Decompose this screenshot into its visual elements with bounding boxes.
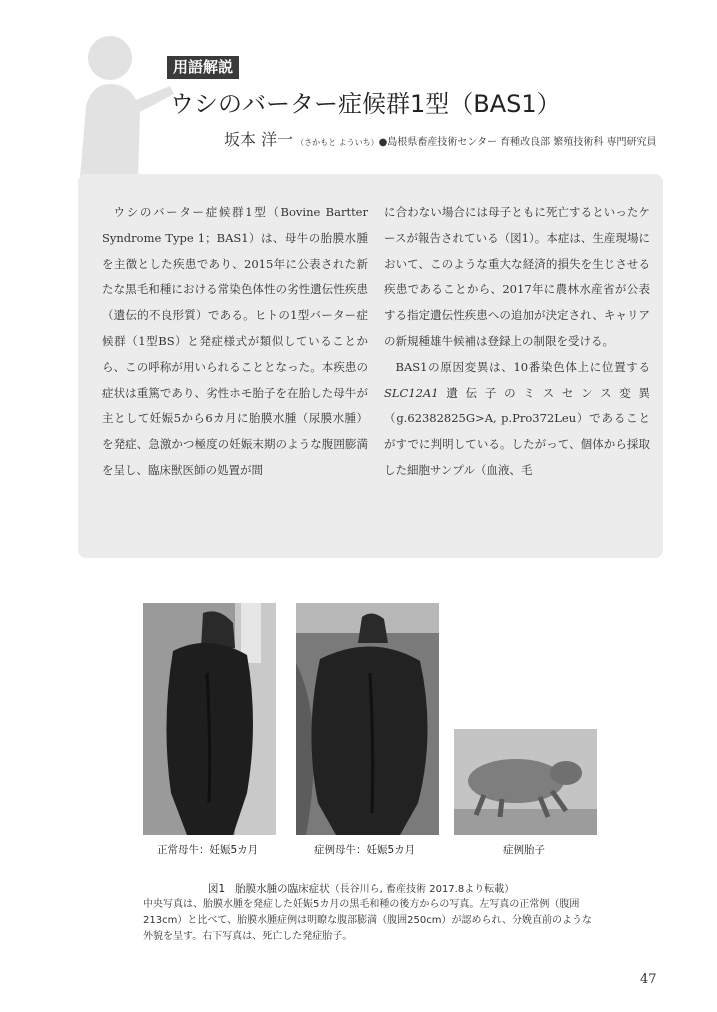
article-title: ウシのバーター症候群1型（BAS1）: [170, 90, 561, 118]
paragraph-text: BAS1の原因変異は、10番染色体上に位置する: [395, 359, 650, 374]
figure-caption-title: [208, 880, 514, 896]
figure-number: 図1: [208, 883, 226, 895]
caption-case-fetus: 症例胎子: [503, 844, 545, 856]
figure-title: 胎膜水腫の臨床症状: [235, 883, 330, 895]
author-ruby: （さかもと よういち）: [296, 138, 379, 147]
body-paragraph: に合わない場合には母子ともに死亡するといったケースが報告されている（図1）。本症は、生産現場において、このような重大な経済的損失を生じさせる疾患であることから、2017年に農林水産省が公表する指定遺伝性疾患への追加が決定され、キャリアの新規種雄牛候補は登録上の制限を受ける。: [384, 205, 650, 348]
photo-case-fetus: [454, 729, 597, 835]
body-paragraph: [384, 355, 650, 484]
body-column-right: [384, 200, 650, 484]
photo-case-mother-cow: [296, 603, 439, 835]
body-paragraph: ウシのバーター症候群1型（Bovine Bartter Syndrome Type 1；BAS1）は、母牛の胎膜水腫を主徴とした疾患であり、2015年に公表された新たな黒毛和種における常染色体性の劣性遺伝性疾患（遺伝的不良形質）である。ヒトの1型バーター症候群（1型BS）と発症様式が類似していることから、この呼称が用いられることとなった。本疾患の症状は重篤であり、劣性ホモ胎子を在胎した母牛が主として妊娠5から6カ月に胎膜水腫（尿膜水腫）を発症、急激かつ極度の妊娠末期のような腹囲膨満を呈し、臨床獣医師の処置が間: [102, 205, 368, 477]
author-affiliation: ●島根県畜産技術センター 育種改良部 繁殖技術科 専門研究員: [378, 137, 657, 148]
caption-normal-cow: 正常母牛：妊娠5カ月: [157, 844, 259, 856]
gene-name: SLC12A1: [384, 385, 439, 400]
photo-normal-cow: [143, 603, 276, 835]
caption-case-mother-cow: 症例母牛：妊娠5カ月: [314, 844, 416, 856]
body-column-left: [102, 200, 368, 484]
page-number: 47: [640, 972, 657, 987]
author-name: 坂本 洋一: [224, 130, 294, 149]
author-byline: [224, 127, 657, 150]
category-label: 用語解説: [167, 56, 239, 79]
figure-description: 中央写真は、胎膜水腫を発症した妊娠5カ月の黒毛和種の後方からの写真。左写真の正常例（腹囲213cm）と比べて、胎膜水腫症例は明瞭な腹部膨満（腹囲250cm）が認められ、分娩直前のような外貌を呈す。右下写真は、死亡した発症胎子。: [143, 899, 593, 942]
figure-source: （長谷川ら, 畜産技術 2017.8より転載）: [329, 884, 515, 895]
paragraph-text: 遺伝子のミスセンス変異（g.62382825G>A, p.Pro372Leu）であることがすでに判明している。したがって、個体から採取した細胞サンプル（血液、毛: [384, 385, 650, 477]
